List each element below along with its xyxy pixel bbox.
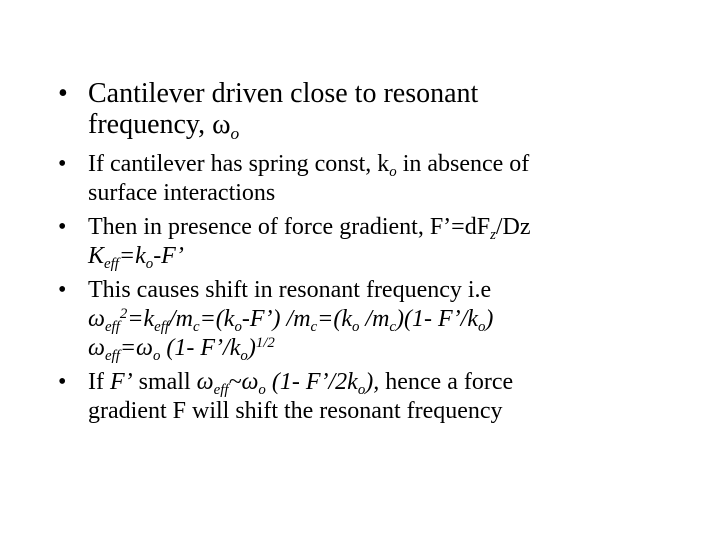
formula-omega-eff-squared: $\omega_{eff}^2=k_{eff}/m_c=(k_o-F’)$ $/m_c=(k_o$ $/m_c)(1-$ $F’/k_o$) bbox=[88, 305, 494, 336]
bullet-line: Cantilever driven close to resonant bbox=[88, 78, 479, 109]
bullet-line: gradient F will shift the resonant frequency bbox=[88, 398, 503, 424]
bullet-line: Then in presence of force gradient, $F’=dF_z/Dz$ bbox=[88, 214, 531, 244]
bullet-list bbox=[58, 78, 698, 431]
formula-keff: $K_{eff}=k_o-F$’ bbox=[88, 243, 184, 273]
formula-omega-eff: $\omega_{eff}=\omega_o$ (1- $F’/k_o)^{1/2}$ bbox=[88, 334, 275, 365]
bullet-line: This causes shift in resonant frequency i.e bbox=[88, 277, 492, 303]
bullet-dot: • bbox=[58, 369, 67, 395]
bullet-force-gradient bbox=[58, 213, 698, 271]
bullet-small-gradient bbox=[58, 368, 698, 426]
bullet-line: surface interactions bbox=[88, 180, 276, 206]
bullet-dot: • bbox=[58, 78, 68, 109]
bullet-resonant-shift bbox=[58, 276, 698, 363]
bullet-line: If cantilever has spring const, $k_o$ in absence of bbox=[88, 151, 530, 181]
bullet-dot: • bbox=[58, 277, 67, 303]
bullet-dot: • bbox=[58, 214, 67, 240]
bullet-line: frequency, $\omega_o$ bbox=[88, 109, 240, 144]
bullet-cantilever-driven bbox=[58, 78, 698, 144]
bullet-line: If F’ small $\omega_{eff}\sim\omega_o$ (1- $F’/2k_o$), hence a force bbox=[88, 369, 514, 399]
bullet-dot: • bbox=[58, 151, 67, 177]
bullet-spring-const bbox=[58, 150, 698, 208]
